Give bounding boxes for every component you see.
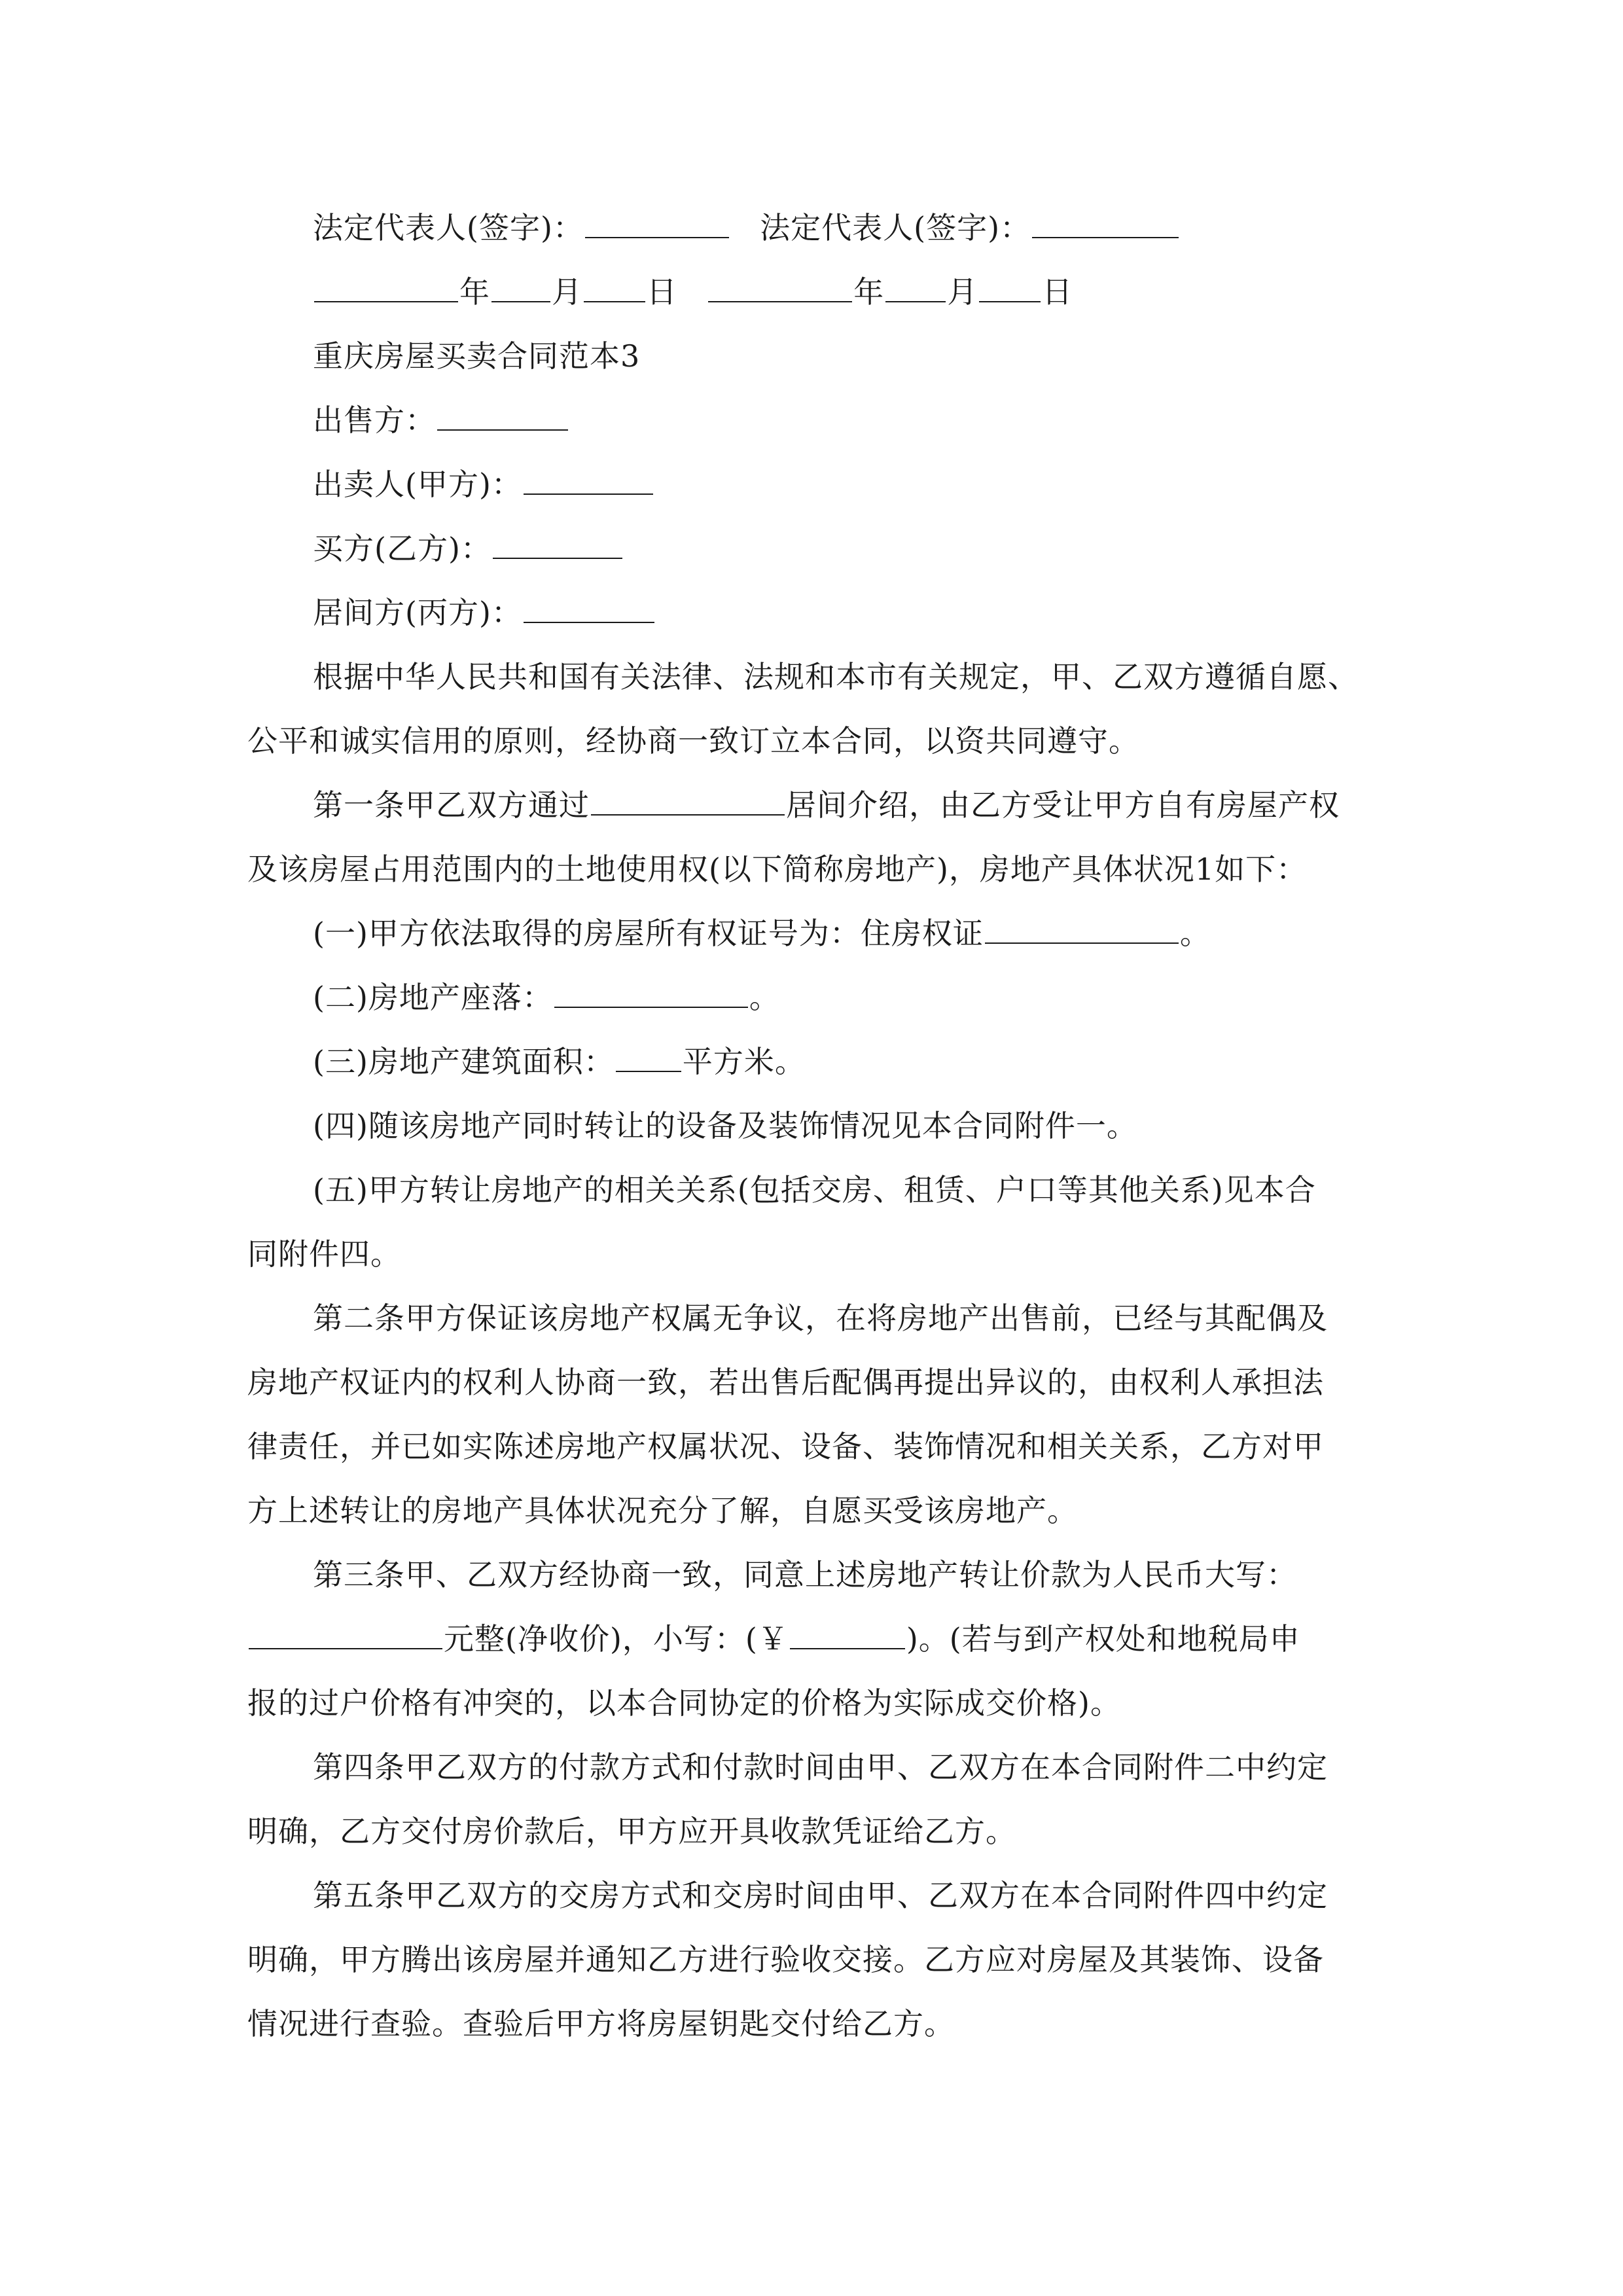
art3-line-3: 报的过户价格有冲突的，以本合同协定的价格为实际成交价格)。 [247, 1685, 1121, 1721]
seller-company-label: 出售方： [313, 403, 436, 438]
art5-line-1: 第五条甲乙双方的交房方式和交房时间由甲、乙双方在本合同附件四中约定 [313, 1878, 1328, 1913]
art1-item2-end: 。 [749, 980, 780, 1015]
art2-line-1: 第二条甲方保证该房地产权属无争议，在将房地产出售前，已经与其配偶及 [313, 1300, 1328, 1336]
art3-text-a: 元整(净收价)，小写：(￥ [444, 1621, 789, 1657]
art1-item3-end: 平方米。 [682, 1044, 806, 1079]
art1-item-5-line-1: (五)甲方转让房地产的相关关系(包括交房、租赁、户口等其他关系)见本合 [313, 1172, 1316, 1208]
year-label-b: 年 [853, 274, 885, 310]
property-cert-blank[interactable] [985, 916, 1179, 944]
party-broker [313, 593, 656, 632]
seller-blank[interactable] [524, 467, 653, 495]
location-blank[interactable] [554, 980, 748, 1008]
art1-item-3 [313, 1042, 806, 1081]
art1-item1-text: (一)甲方依法取得的房屋所有权证号为：住房权证 [313, 916, 984, 951]
art1-item2-text: (二)房地产座落： [313, 980, 553, 1015]
area-blank[interactable] [616, 1045, 681, 1072]
day-label-b: 日 [1042, 274, 1073, 310]
art2-line-4: 方上述转让的房地产具体状况充分了解，自愿买受该房地产。 [247, 1493, 1078, 1528]
art1-text-b: 居间介绍，由乙方受让甲方自有房屋产权 [786, 787, 1340, 823]
seller-company-blank[interactable] [437, 403, 568, 431]
art1-text-a: 第一条甲乙双方通过 [313, 787, 590, 823]
party-seller-company [313, 401, 569, 440]
month-blank-a[interactable] [491, 275, 550, 302]
month-label-a: 月 [552, 274, 582, 310]
art1-item-4: (四)随该房地产同时转让的设备及装饰情况见本合同附件一。 [313, 1108, 1137, 1143]
price-number-blank[interactable] [790, 1622, 905, 1649]
day-label-a: 日 [647, 274, 677, 310]
art1-item-1 [313, 914, 1211, 953]
art2-line-2: 房地产权证内的权利人协商一致，若出售后配偶再提出异议的，由权利人承担法 [247, 1365, 1324, 1400]
preamble-line-2: 公平和诚实信用的原则，经协商一致订立本合同，以资共同遵守。 [247, 723, 1139, 759]
art3-line-1: 第三条甲、乙双方经协商一致，同意上述房地产转让价款为人民币大写： [313, 1557, 1297, 1592]
year-blank-a[interactable] [314, 275, 458, 302]
signature-blank-b[interactable] [1032, 211, 1179, 238]
date-line [313, 272, 1073, 312]
art5-line-2: 明确，甲方腾出该房屋并通知乙方进行验收交接。乙方应对房屋及其装饰、设备 [247, 1942, 1324, 1977]
art1-item3-text: (三)房地产建筑面积： [313, 1044, 615, 1079]
buyer-label: 买方(乙方)： [313, 531, 491, 566]
art1-item-2 [313, 978, 780, 1017]
broker-intro-blank[interactable] [591, 788, 785, 816]
art1-item1-end: 。 [1179, 916, 1211, 951]
art4-line-2: 明确，乙方交付房价款后，甲方应开具收款凭证给乙方。 [247, 1814, 1016, 1849]
preamble-line-1: 根据中华人民共和国有关法律、法规和本市有关规定，甲、乙双方遵循自愿、 [313, 659, 1359, 694]
broker-label: 居间方(丙方)： [313, 595, 522, 630]
seller-label: 出卖人(甲方)： [313, 467, 522, 502]
party-seller [313, 465, 654, 504]
party-buyer [313, 529, 624, 568]
art2-line-3: 律责任，并已如实陈述房地产权属状况、设备、装饰情况和相关关系，乙方对甲 [247, 1429, 1324, 1464]
buyer-blank[interactable] [493, 531, 622, 559]
year-label-a: 年 [459, 274, 490, 310]
art4-line-1: 第四条甲乙双方的付款方式和付款时间由甲、乙双方在本合同附件二中约定 [313, 1749, 1328, 1785]
price-words-blank[interactable] [249, 1622, 442, 1649]
contract-title: 重庆房屋买卖合同范本3 [313, 338, 641, 374]
year-blank-b[interactable] [708, 275, 852, 302]
art3-text-b: )。(若与到产权处和地税局申 [906, 1621, 1300, 1657]
art1-item-5-line-2: 同附件四。 [247, 1236, 401, 1272]
legal-rep-label-a: 法定代表人(签字)： [313, 210, 584, 245]
art1-line-2: 及该房屋占用范围内的土地使用权(以下简称房地产)，房地产具体状况1如下： [247, 852, 1308, 887]
day-blank-b[interactable] [979, 275, 1041, 302]
signature-blank-a[interactable] [585, 211, 729, 238]
art5-line-3: 情况进行查验。查验后甲方将房屋钥匙交付给乙方。 [247, 2006, 955, 2041]
month-blank-b[interactable] [885, 275, 946, 302]
legal-rep-label-b: 法定代表人(签字)： [760, 210, 1031, 245]
art3-line-2 [247, 1619, 1300, 1659]
month-label-b: 月 [947, 274, 978, 310]
day-blank-a[interactable] [584, 275, 645, 302]
art1-line-1 [313, 785, 1340, 825]
signature-line [313, 208, 1180, 247]
broker-blank[interactable] [524, 596, 654, 623]
